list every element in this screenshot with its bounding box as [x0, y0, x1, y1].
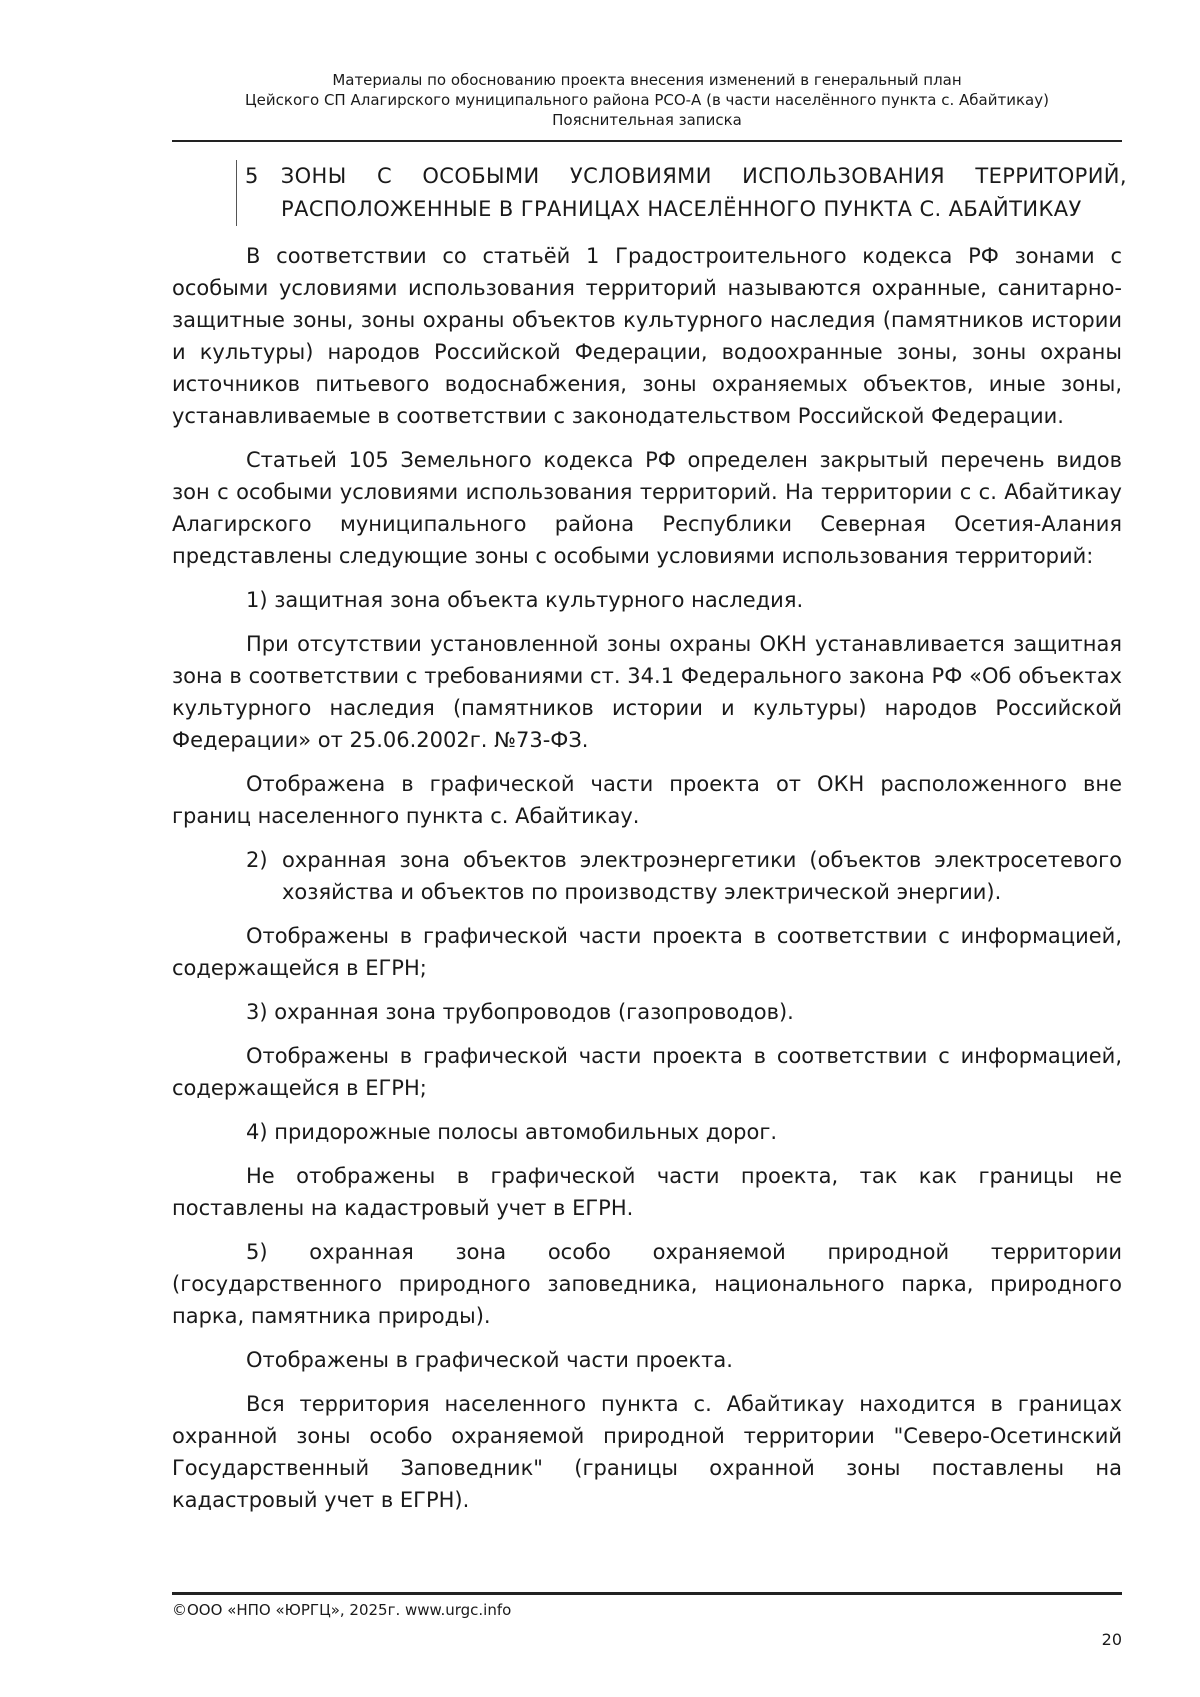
paragraph-road-strips: Не отображены в графической части проекта, так как границы не поставлены на кадастровый учет в ЕГРН.: [172, 1164, 1122, 1220]
section-title-line-1: ЗОНЫ С ОСОБЫМИ УСЛОВИЯМИ ИСПОЛЬЗОВАНИЯ ТЕРРИТОРИЙ,: [280, 164, 1127, 188]
page-header: [172, 70, 1122, 130]
list-item-5: 5) охранная зона особо охраняемой природной территории (государственного природного заповедника, национального парка, природного парка, памятника природы).: [172, 1240, 1122, 1328]
list-item-2-number: 2): [246, 848, 268, 872]
list-item-1: 1) защитная зона объекта культурного наследия.: [246, 588, 804, 612]
section-title-line-2: РАСПОЛОЖЕННЫЕ В ГРАНИЦАХ НАСЕЛЁННОГО ПУНКТА С. АБАЙТИКАУ: [281, 197, 1082, 221]
document-body: [172, 240, 1122, 1528]
paragraph-definition: В соответствии со статьёй 1 Градостроительного кодекса РФ зонами с особыми условиями использования территорий называются охранные, санитарно-защитные зоны, зоны охраны объектов культурного наследия (памятников истории и культуры) народов Российской Федерации, водоохранные зоны, зоны охраны источников питьевого водоснабжения, зоны охраняемых объектов, иные зоны, устанавливаемые в соответствии с законодательством Российской Федерации.: [172, 244, 1122, 428]
header-divider: [172, 140, 1122, 142]
list-item-2: [172, 844, 1122, 908]
paragraph-zone-list-intro: Статьей 105 Земельного кодекса РФ определен закрытый перечень видов зон с особыми условиями использования территорий. На территории с с. Абайтикау Алагирского муниципального района Республики Северная Осетия-Алания представлены следующие зоны с особыми условиями использования территорий:: [172, 448, 1122, 568]
footer-divider: [172, 1592, 1122, 1595]
list-item-4: 4) придорожные полосы автомобильных дорог.: [246, 1120, 778, 1144]
paragraph-okn-shown: Отображена в графической части проекта от ОКН расположенного вне границ населенного пункта с. Абайтикау.: [172, 772, 1122, 828]
paragraph-reserve-zone: Вся территория населенного пункта с. Абайтикау находится в границах охранной зоны особо охраняемой природной территории "Северо-Осетинский Государственный Заповедник" (границы охранной зоны поставлены на кадастровый учет в ЕГРН).: [172, 1392, 1122, 1512]
list-item-3: 3) охранная зона трубопроводов (газопроводов).: [246, 1000, 794, 1024]
footer-copyright: ©ООО «НПО «ЮРГЦ», 2025г. www.urgc.info: [172, 1601, 512, 1619]
paragraph-power-zone-shown: Отображены в графической части проекта в соответствии с информацией, содержащейся в ЕГРН;: [172, 924, 1122, 980]
paragraph-protected-area-shown: Отображены в графической части проекта.: [246, 1348, 733, 1372]
page-number: 20: [1101, 1630, 1122, 1649]
paragraph-okn-zone: При отсутствии установленной зоны охраны ОКН устанавливается защитная зона в соответствии с требованиями ст. 34.1 Федерального закона РФ «Об объектах культурного наследия (памятников истории и культуры) народов Российской Федерации» от 25.06.2002г. №73-ФЗ.: [172, 632, 1122, 752]
section-heading-row-1: [245, 160, 1127, 193]
list-item-2-text: охранная зона объектов электроэнергетики (объектов электросетевого хозяйства и объектов по производству электрической энергии).: [282, 848, 1122, 904]
header-line-2: Цейского СП Алагирского муниципального района РСО-А (в части населённого пункта с. Абайтикау): [245, 91, 1049, 109]
section-number: 5: [245, 164, 259, 188]
header-line-1: Материалы по обоснованию проекта внесения изменений в генеральный план: [332, 71, 962, 89]
section-heading: [236, 160, 1127, 226]
paragraph-pipeline-zone-shown: Отображены в графической части проекта в соответствии с информацией, содержащейся в ЕГРН;: [172, 1044, 1122, 1100]
header-line-3: Пояснительная записка: [552, 111, 742, 129]
